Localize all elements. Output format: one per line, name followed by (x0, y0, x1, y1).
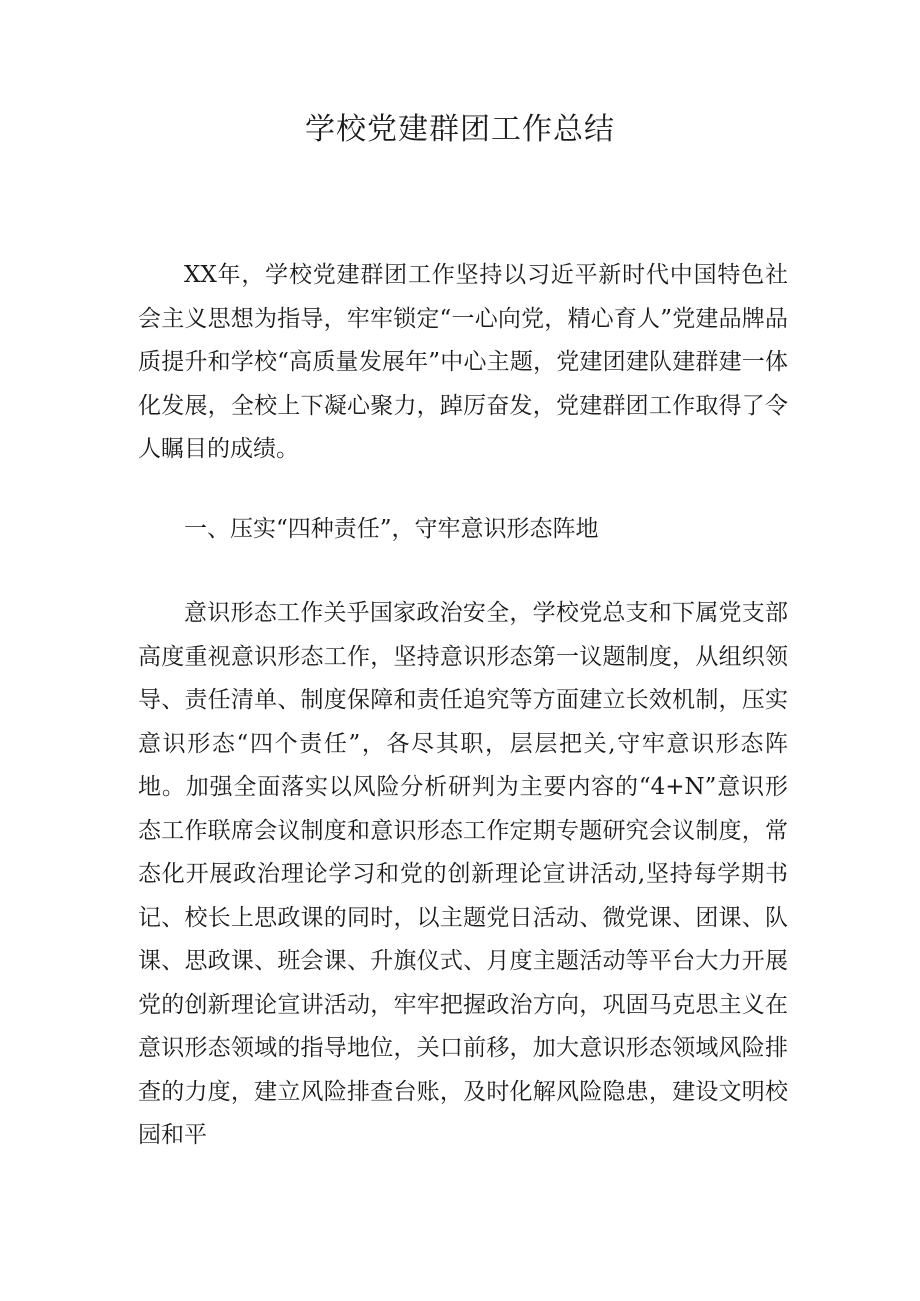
intro-paragraph: XX年，学校党建群团工作坚持以习近平新时代中国特色社会主义思想为指导，牢牢锁定“一心向党，精心育人”党建品牌品质提升和学校“高质量发展年”中心主题，党建团建队建群建一体化发展，全校上下凝心聚力，踔厉奋发，党建群团工作取得了令人瞩目的成绩。 (138, 262, 788, 462)
section-1-paragraph: 意识形态工作关乎国家政治安全，学校党总支和下属党支部高度重视意识形态工作，坚持意识形态第一议题制度，从组织领导、责任清单、制度保障和责任追究等方面建立长效机制，压实意识形态“四个责任”，各尽其职，层层把关,守牢意识形态阵地。加强全面落实以风险分析研判为主要内容的“4+N”意识形态工作联席会议制度和意识形态工作定期专题研究会议制度，常态化开展政治理论学习和党的创新理论宣讲活动,坚持每学期书记、校长上思政课的同时，以主题党日活动、微党课、团课、队课、思政课、班会课、升旗仪式、月度主题活动等平台大力开展党的创新理论宣讲活动，牢牢把握政治方向，巩固马克思主义在意识形态领域的指导地位，关口前移，加大意识形态领域风险排查的力度，建立风险排查台账，及时化解风险隐患，建设文明校园和平 (138, 600, 788, 1148)
section-1-heading: 一、压实“四种责任”，守牢意识形态阵地 (184, 516, 599, 542)
document-title: 学校党建群团工作总结 (305, 112, 615, 147)
